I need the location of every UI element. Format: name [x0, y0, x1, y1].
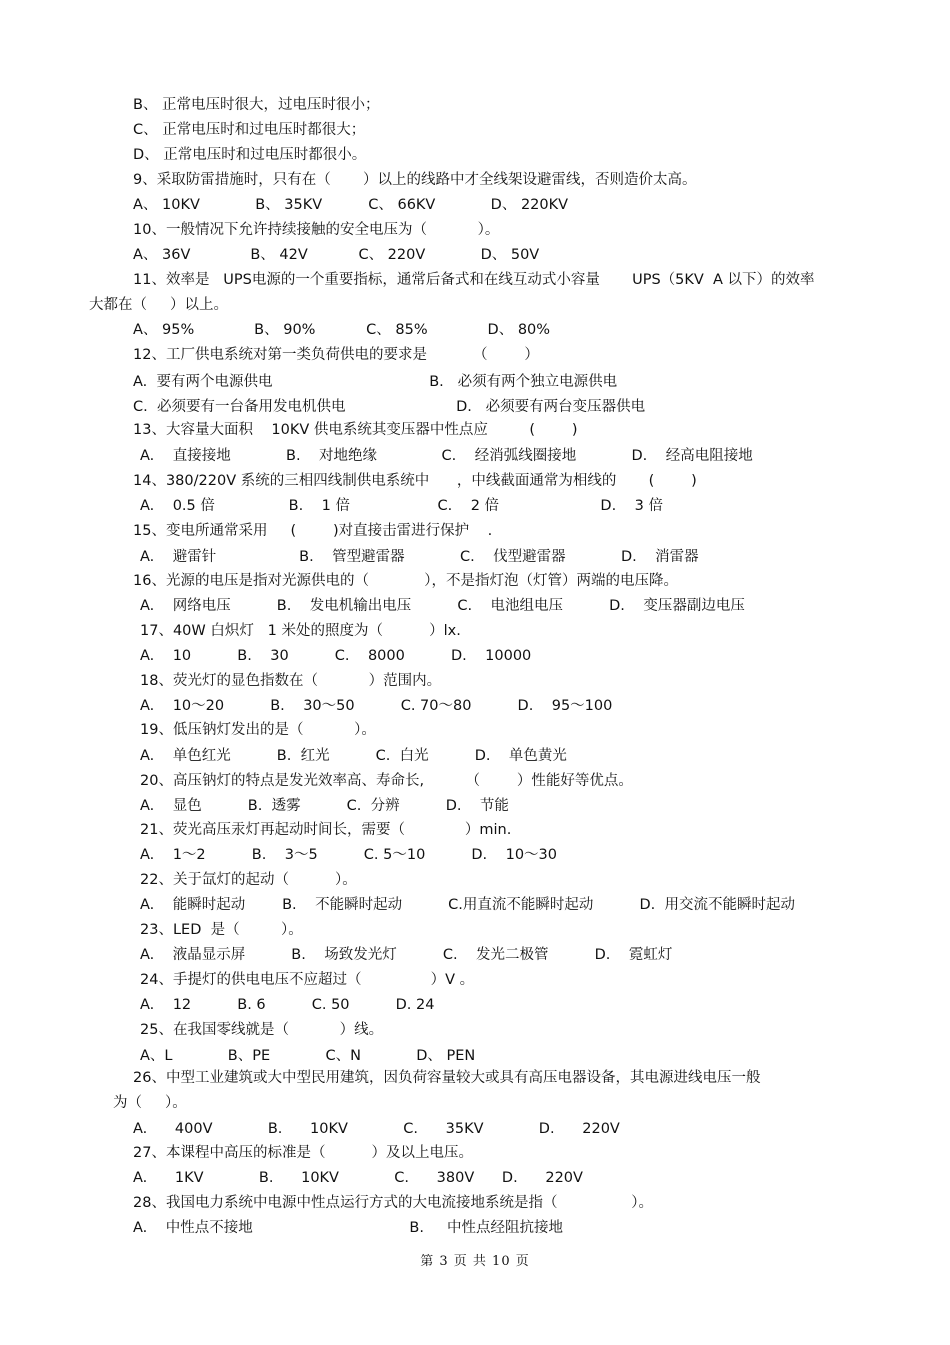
text-line: 9、采取防雷措施时，只有在（ ）以上的线路中才全线架设避雷线，否则造价太高。	[133, 172, 697, 188]
text-line: A. 避雷针 B. 管型避雷器 C. 伐型避雷器 D. 消雷器	[140, 549, 699, 565]
text-line: 23、LED 是（ ）。	[140, 922, 303, 938]
text-line: 14、380/220V 系统的三相四线制供电系统中 ，中线截面通常为相线的 ( )	[133, 473, 697, 489]
text-line: A. 要有两个电源供电 B. 必须有两个独立电源供电	[133, 374, 618, 390]
text-line: A. 10～20 B. 30～50 C. 70～80 D. 95～100	[140, 698, 613, 714]
text-line: A. 10 B. 30 C. 8000 D. 10000	[140, 648, 532, 664]
page-footer: 第 3 页 共 10 页	[420, 1254, 530, 1269]
text-line: A. 直接接地 B. 对地绝缘 C. 经消弧线圈接地 D. 经高电阻接地	[140, 448, 753, 464]
text-line: 15、变电所通常采用 ( )对直接击雷进行保护 .	[133, 523, 493, 539]
text-line: 27、本课程中高压的标准是（ ）及以上电压。	[133, 1145, 474, 1161]
text-line: 13、大容量大面积 10KV 供电系统其变压器中性点应 ( )	[133, 422, 578, 438]
text-line: A、 95% B、 90% C、 85% D、 80%	[133, 322, 551, 338]
text-line: 21、荧光高压汞灯再起动时间长，需要（ ）min.	[140, 822, 512, 838]
text-line: A、 36V B、 42V C、 220V D、 50V	[133, 247, 540, 263]
text-line: A. 1～2 B. 3～5 C. 5～10 D. 10～30	[140, 847, 558, 863]
text-line: C. 必须要有一台备用发电机供电 D. 必须要有两台变压器供电	[133, 399, 646, 415]
text-line: A. 0.5 倍 B. 1 倍 C. 2 倍 D. 3 倍	[140, 498, 663, 514]
text-line: 17、40W 白炽灯 1 米处的照度为（ ）lx.	[140, 623, 461, 639]
text-line: 11、效率是 UPS电源的一个重要指标，通常后备式和在线互动式小容量 UPS（5KV A 以下）的效率	[133, 272, 815, 288]
text-line: 26、中型工业建筑或大中型民用建筑，因负荷容量较大或具有高压电器设备，其电源进线电压一般	[133, 1070, 761, 1086]
text-line: A. 能瞬时起动 B. 不能瞬时起动 C.用直流不能瞬时起动 D. 用交流不能瞬时起动	[140, 897, 795, 913]
text-line: C、 正常电压时和过电压时都很大；	[133, 122, 366, 138]
text-line: 22、关于氙灯的起动（ ）。	[140, 872, 357, 888]
text-line: A. 单色红光 B. 红光 C. 白光 D. 单色黄光	[140, 748, 567, 764]
text-line: A. 中性点不接地 B. 中性点经阻抗接地	[133, 1220, 564, 1236]
text-line: 20、高压钠灯的特点是发光效率高、寿命长, （ ）性能好等优点。	[140, 773, 633, 789]
text-line: 19、低压钠灯发出的是（ ）。	[140, 722, 376, 738]
text-line: A. 显色 B. 透雾 C. 分辨 D. 节能	[140, 798, 509, 814]
text-line: 12、工厂供电系统对第一类负荷供电的要求是 （ ）	[133, 347, 539, 363]
text-line: A. 1KV B. 10KV C. 380V D. 220V	[133, 1170, 583, 1186]
text-line: A. 网络电压 B. 发电机输出电压 C. 电池组电压 D. 变压器副边电压	[140, 598, 745, 614]
text-line: 16、光源的电压是指对光源供电的（ ），不是指灯泡（灯管）两端的电压降。	[133, 573, 679, 589]
text-line: 为（ ）。	[113, 1095, 187, 1111]
text-line: B、 正常电压时很大，过电压时很小；	[133, 97, 380, 113]
text-line: A、 10KV B、 35KV C、 66KV D、 220KV	[133, 197, 569, 213]
text-line: 大都在（ ）以上。	[89, 297, 229, 313]
text-line: A. 400V B. 10KV C. 35KV D. 220V	[133, 1121, 620, 1137]
text-line: A. 液晶显示屏 B. 场致发光灯 C. 发光二极管 D. 霓虹灯	[140, 947, 673, 963]
text-line: 25、在我国零线就是（ ）线。	[140, 1022, 384, 1038]
text-line: A、L B、PE C、N D、 PEN	[140, 1048, 476, 1064]
text-line: 10、一般情况下允许持续接触的安全电压为（ ）。	[133, 222, 500, 238]
text-line: A. 12 B. 6 C. 50 D. 24	[140, 997, 435, 1013]
text-line: 24、手提灯的供电电压不应超过（ ）V 。	[140, 972, 475, 988]
text-line: 28、我国电力系统中电源中性点运行方式的大电流接地系统是指（ ）。	[133, 1195, 653, 1211]
text-line: 18、荧光灯的显色指数在（ ）范围内。	[140, 673, 442, 689]
text-line: D、 正常电压时和过电压时都很小。	[133, 147, 367, 163]
